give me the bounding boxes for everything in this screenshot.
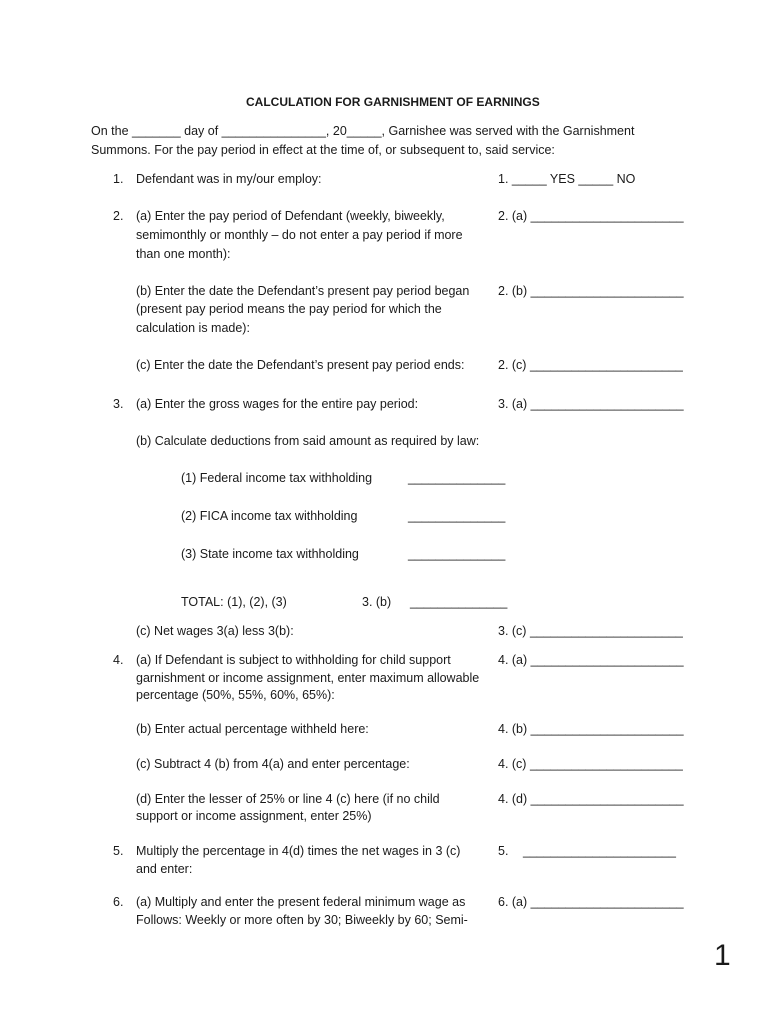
deduction-total-label: TOTAL: (1), (2), (3) xyxy=(181,595,287,609)
item-4a-line-3: percentage (50%, 55%, 60%, 65%): xyxy=(136,688,335,702)
document-title: CALCULATION FOR GARNISHMENT OF EARNINGS xyxy=(246,95,540,109)
item-3c-answer-field[interactable]: 3. (c) ______________________ xyxy=(498,624,683,638)
intro-line-2: Summons. For the pay period in effect at the time of, or subsequent to, said service: xyxy=(91,143,555,157)
item-2b-line-3: calculation is made): xyxy=(136,321,250,335)
item-5-line-1: Multiply the percentage in 4(d) times the net wages in 3 (c) xyxy=(136,844,461,858)
deduction-fica-field[interactable]: ______________ xyxy=(408,509,506,523)
item-2a-line-1: (a) Enter the pay period of Defendant (weekly, biweekly, xyxy=(136,209,445,223)
item-3b-text: (b) Calculate deductions from said amount as required by law: xyxy=(136,434,480,448)
deduction-fica-label: (2) FICA income tax withholding xyxy=(181,509,358,523)
item-2b-answer-field[interactable]: 2. (b) ______________________ xyxy=(498,284,684,298)
item-6a-answer-field[interactable]: 6. (a) ______________________ xyxy=(498,895,684,909)
item-6a-line-1: (a) Multiply and enter the present federal minimum wage as xyxy=(136,895,466,909)
item-4c-answer-field[interactable]: 4. (c) ______________________ xyxy=(498,757,683,771)
item-4b-answer-field[interactable]: 4. (b) ______________________ xyxy=(498,722,684,736)
intro-line-1: On the _______ day of _______________, 20_____, Garnishee was served with the Garnishment xyxy=(91,124,635,138)
deduction-total-field[interactable]: ______________ xyxy=(410,595,508,609)
item-2-number: 2. xyxy=(113,209,124,223)
item-4d-line-1: (d) Enter the lesser of 25% or line 4 (c) here (if no child xyxy=(136,792,440,806)
item-5-answer-field[interactable]: ______________________ xyxy=(523,844,676,858)
deduction-state-field[interactable]: ______________ xyxy=(408,547,506,561)
deduction-federal-field[interactable]: ______________ xyxy=(408,471,506,485)
item-5-number: 5. xyxy=(113,844,124,858)
item-1-answer-field[interactable]: 1. _____ YES _____ NO xyxy=(498,172,636,186)
item-4a-line-2: garnishment or income assignment, enter maximum allowable xyxy=(136,671,480,685)
item-4d-line-2: support or income assignment, enter 25%) xyxy=(136,809,372,823)
item-3a-text: (a) Enter the gross wages for the entire pay period: xyxy=(136,397,419,411)
item-2b-line-1: (b) Enter the date the Defendant’s present pay period began xyxy=(136,284,470,298)
item-5-line-2: and enter: xyxy=(136,862,193,876)
item-6a-line-2: Follows: Weekly or more often by 30; Biweekly by 60; Semi- xyxy=(136,913,468,927)
deduction-total-ref: 3. (b) xyxy=(362,595,392,609)
item-4b-text: (b) Enter actual percentage withheld here: xyxy=(136,722,369,736)
item-6-number: 6. xyxy=(113,895,124,909)
item-2c-text: (c) Enter the date the Defendant’s present pay period ends: xyxy=(136,358,465,372)
item-2a-line-2: semimonthly or monthly – do not enter a pay period if more xyxy=(136,228,463,242)
item-4c-text: (c) Subtract 4 (b) from 4(a) and enter percentage: xyxy=(136,757,410,771)
item-2c-answer-field[interactable]: 2. (c) ______________________ xyxy=(498,358,683,372)
item-2a-answer-field[interactable]: 2. (a) ______________________ xyxy=(498,209,684,223)
deduction-state-label: (3) State income tax withholding xyxy=(181,547,359,561)
deduction-federal-label: (1) Federal income tax withholding xyxy=(181,471,373,485)
item-3c-text: (c) Net wages 3(a) less 3(b): xyxy=(136,624,294,638)
page-number: 1 xyxy=(714,939,731,972)
item-2b-line-2: (present pay period means the pay period for which the xyxy=(136,302,442,316)
item-5-answer-number: 5. xyxy=(498,844,509,858)
item-2a-line-3: than one month): xyxy=(136,247,231,261)
item-4a-line-1: (a) If Defendant is subject to withholding for child support xyxy=(136,653,451,667)
item-3a-answer-field[interactable]: 3. (a) ______________________ xyxy=(498,397,684,411)
item-4a-answer-field[interactable]: 4. (a) ______________________ xyxy=(498,653,684,667)
item-1-number: 1. xyxy=(113,172,124,186)
item-4-number: 4. xyxy=(113,653,124,667)
item-1-text: Defendant was in my/our employ: xyxy=(136,172,322,186)
item-3-number: 3. xyxy=(113,397,124,411)
item-4d-answer-field[interactable]: 4. (d) ______________________ xyxy=(498,792,684,806)
